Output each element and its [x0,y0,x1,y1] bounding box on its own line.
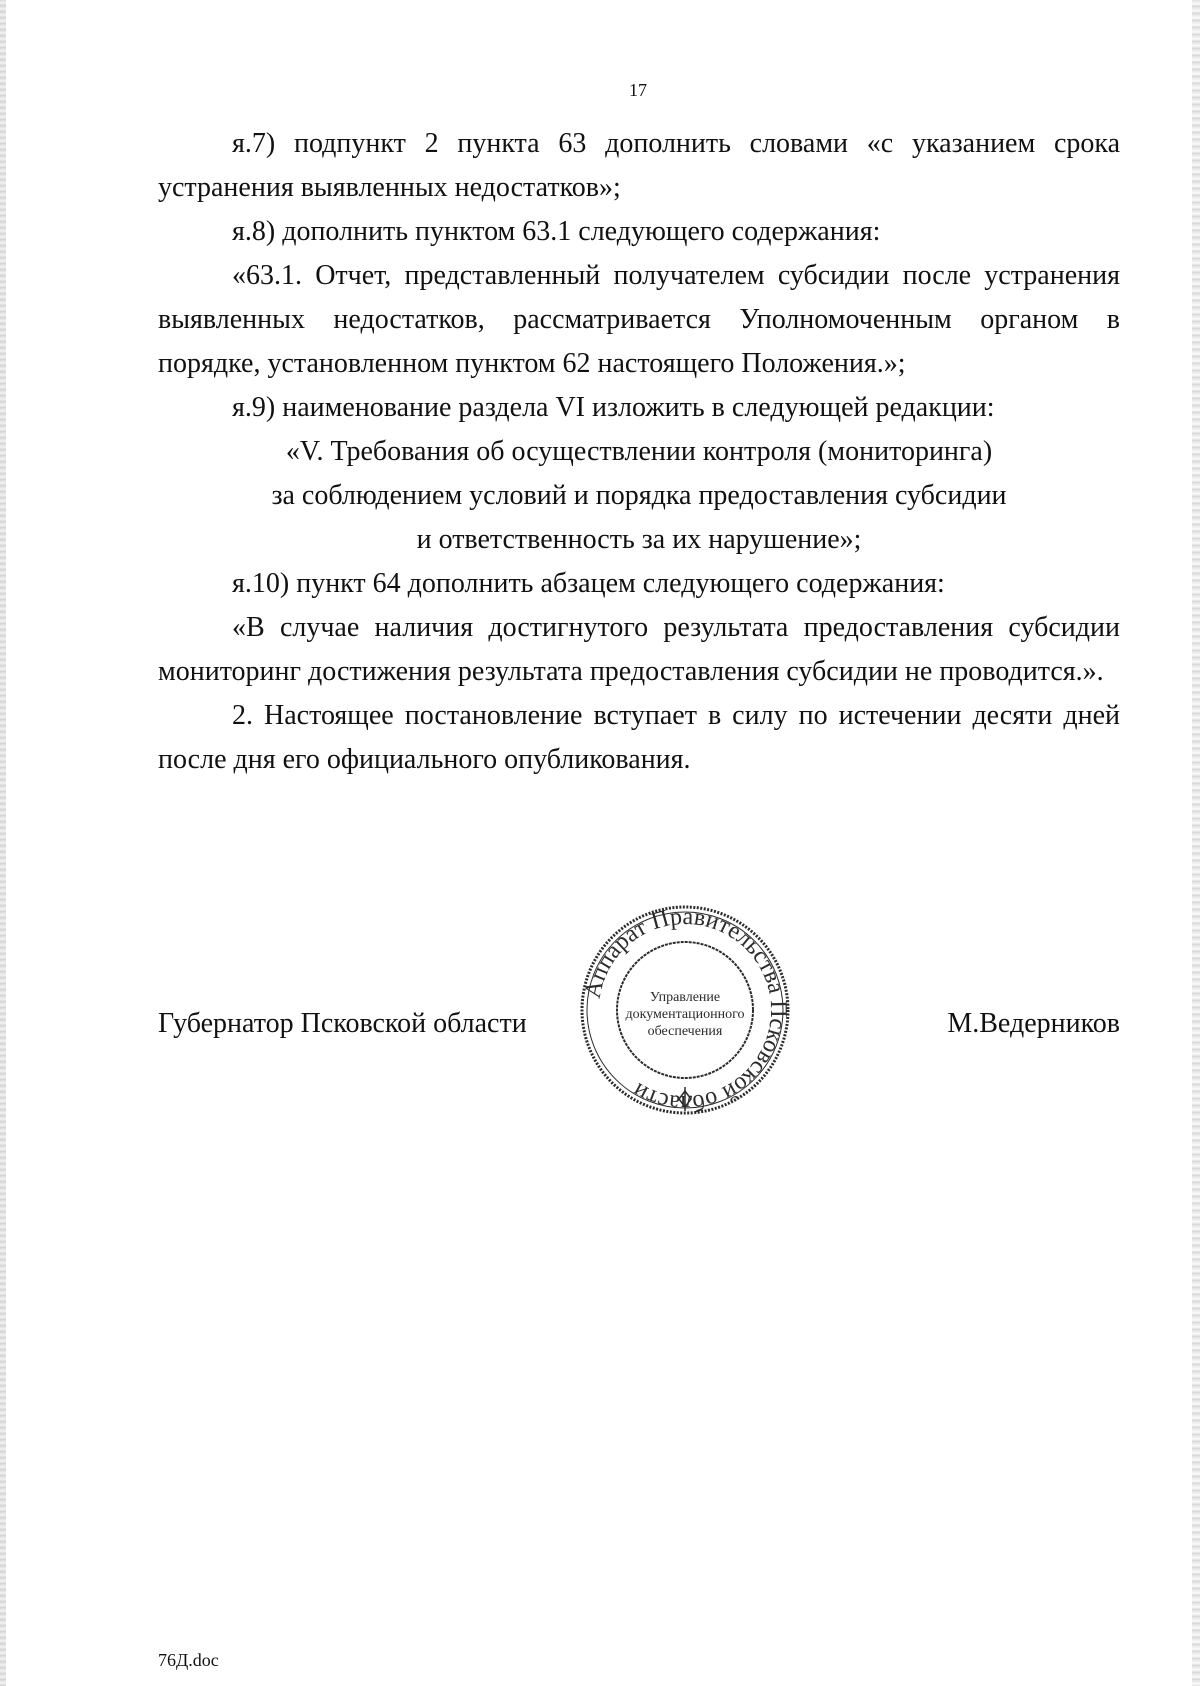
footer-file-reference: 76Д.doc [158,1650,219,1670]
paragraph-10: я.10) пункт 64 дополнить абзацем следующего содержания: [232,568,945,599]
page-number: 17 [629,80,647,100]
signature-title: Губернатор Псковской области [158,1008,527,1039]
paragraph-8: я.8) дополнить пунктом 63.1 следующего содержания: [232,216,881,247]
paragraph-7: я.7) подпункт 2 пункта 63 дополнить словами «с указанием срока устранения выявленных недостатков»; [158,128,1120,203]
scan-edge-right [1192,0,1200,1686]
section-title-line-2: за соблюдением условий и порядка предоставления субсидии [271,480,1007,511]
paragraph-63-1: «63.1. Отчет, представленный получателем субсидии после устранения выявленных недостатков, рассматривается Уполномоченным органом в порядке, установленном пунктом 62 настоящего Положения.»; [158,260,1120,379]
signature-name: М.Ведерников [947,1008,1120,1039]
official-seal [575,895,795,1125]
paragraph-9: я.9) наименование раздела VI изложить в следующей редакции: [232,392,995,423]
seal-outer-text: Аппарат Правительства Псковской области [579,903,792,1117]
paragraph-monitoring: «В случае наличия достигнутого результата предоставления субсидии мониторинг достижения результата предоставления субсидии не проводится.». [158,612,1120,687]
seal-inner-line-1: Управление [649,990,721,1005]
scan-edge-left [0,0,6,1686]
seal-inner-line-3: обеспечения [647,1024,723,1039]
section-title-line-1: «V. Требования об осуществлении контроля (мониторинга) [285,436,993,467]
paragraph-effective-date: 2. Настоящее постановление вступает в силу по истечении десяти дней после дня его официального опубликования. [158,700,1120,775]
section-title-line-3: и ответственность за их нарушение»; [416,524,862,555]
seal-inner-line-2: документационного [625,1007,745,1022]
document-body [158,122,1120,782]
